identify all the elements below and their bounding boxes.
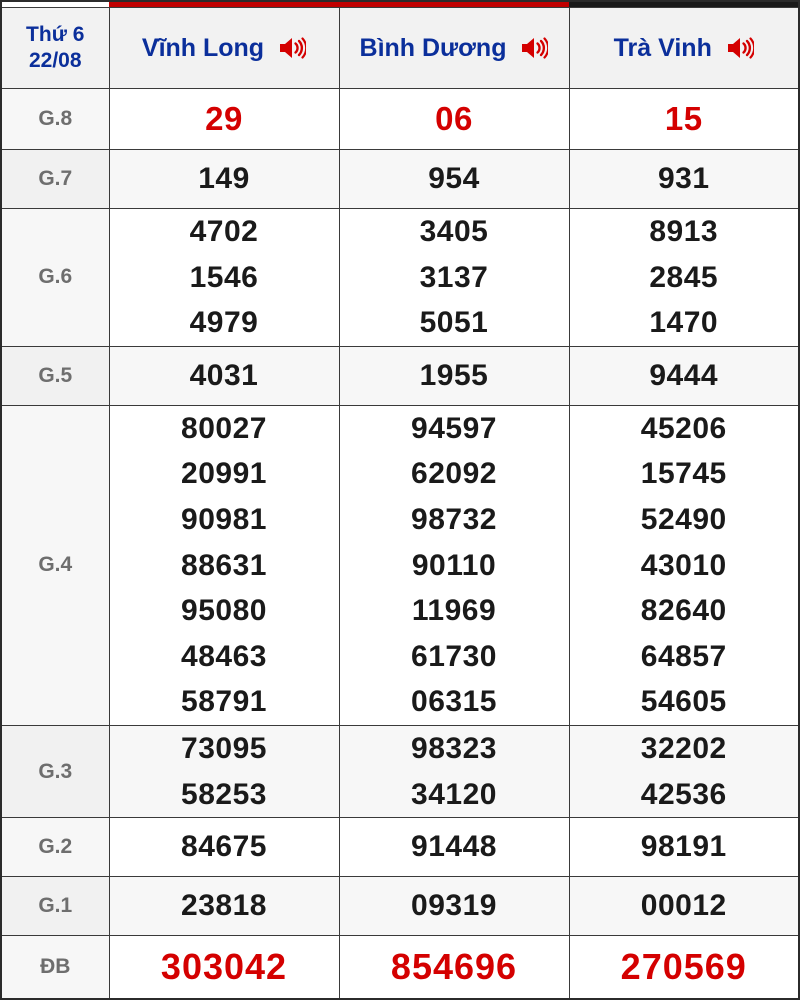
number: 854696	[390, 945, 518, 987]
province-header-1[interactable]	[109, 8, 339, 89]
prize-numbers	[109, 877, 339, 936]
number: 3405	[419, 215, 489, 248]
prize-numbers	[109, 818, 339, 877]
table-row	[1, 818, 799, 877]
number: 3137	[419, 260, 489, 294]
prize-numbers	[339, 818, 569, 877]
number: 00012	[640, 889, 727, 923]
table-row	[1, 725, 799, 817]
prize-label: G.1	[1, 877, 109, 936]
number: 58791	[181, 685, 267, 719]
number: 149	[198, 162, 250, 196]
table-row	[1, 150, 799, 209]
number: 52490	[640, 502, 727, 536]
prize-numbers	[569, 209, 799, 347]
speaker-icon[interactable]	[726, 35, 754, 61]
number: 98191	[640, 830, 727, 864]
speaker-icon[interactable]	[278, 35, 306, 61]
number: 43010	[640, 548, 727, 582]
number: 303042	[160, 945, 288, 987]
table-header	[1, 1, 799, 89]
table-row	[1, 89, 799, 150]
number: 98323	[411, 731, 497, 765]
speaker-icon[interactable]	[520, 35, 548, 61]
number: 84675	[181, 830, 267, 864]
number: 954	[428, 162, 480, 196]
date-daymonth: 22/08	[28, 49, 82, 72]
prize-numbers	[569, 346, 799, 405]
prize-numbers	[569, 405, 799, 725]
header-row	[1, 8, 799, 89]
number: 1470	[649, 306, 719, 340]
prize-numbers	[109, 209, 339, 347]
table-row	[1, 346, 799, 405]
prize-label: G.4	[1, 405, 109, 725]
prize-label: G.7	[1, 150, 109, 209]
number: 73095	[181, 731, 267, 765]
number: 82640	[640, 594, 727, 628]
province-header-3[interactable]	[569, 8, 799, 89]
prize-label: G.3	[1, 725, 109, 817]
number: 5051	[419, 306, 489, 340]
number: 4979	[189, 306, 259, 340]
number: 95080	[181, 594, 267, 628]
number: 98732	[411, 502, 497, 536]
table-row	[1, 209, 799, 347]
number: 61730	[411, 639, 497, 673]
table-row	[1, 936, 799, 1000]
number: 15	[664, 99, 703, 137]
date-header	[1, 8, 109, 89]
prize-numbers	[109, 936, 339, 1000]
prize-numbers	[109, 150, 339, 209]
prize-numbers	[339, 150, 569, 209]
number: 42536	[640, 777, 727, 811]
number: 32202	[640, 731, 727, 765]
number: 34120	[411, 777, 497, 811]
prize-numbers	[109, 405, 339, 725]
prize-numbers	[109, 89, 339, 150]
number: 58253	[181, 777, 267, 811]
prize-label: G.5	[1, 346, 109, 405]
number: 15745	[640, 457, 727, 491]
prize-numbers	[569, 818, 799, 877]
date-weekday: Thứ 6	[26, 22, 85, 46]
number: 06	[435, 99, 473, 137]
province-name-3: Trà Vinh	[613, 33, 712, 62]
number: 23818	[181, 889, 267, 923]
prize-numbers	[569, 89, 799, 150]
number: 1546	[189, 260, 259, 294]
prize-numbers	[339, 405, 569, 725]
number: 90981	[181, 502, 267, 536]
number: 931	[657, 162, 710, 196]
number: 80027	[181, 411, 267, 445]
number: 54605	[640, 685, 727, 719]
number: 29	[205, 99, 243, 137]
number: 91448	[411, 830, 497, 864]
number: 4031	[189, 358, 259, 392]
prize-label: G.6	[1, 209, 109, 347]
prize-numbers	[339, 877, 569, 936]
number: 270569	[620, 945, 747, 987]
prize-numbers	[339, 346, 569, 405]
number: 94597	[411, 411, 497, 445]
table-row	[1, 877, 799, 936]
number: 11969	[411, 594, 497, 628]
number: 62092	[411, 457, 497, 491]
number: 4702	[189, 215, 259, 248]
prize-numbers	[339, 89, 569, 150]
number: 2845	[649, 260, 719, 294]
prize-numbers	[109, 346, 339, 405]
prize-numbers	[569, 936, 799, 1000]
number: 1955	[419, 358, 489, 392]
number: 64857	[640, 639, 727, 673]
number: 88631	[181, 548, 267, 582]
province-name-2: Bình Dương	[359, 33, 507, 62]
number: 20991	[181, 457, 267, 491]
prize-numbers	[569, 150, 799, 209]
province-name-1: Vĩnh Long	[141, 33, 265, 62]
number: 48463	[181, 639, 267, 673]
number: 90110	[411, 548, 497, 582]
table-row	[1, 405, 799, 725]
prize-label: ĐB	[1, 936, 109, 1000]
prize-numbers	[569, 725, 799, 817]
prize-numbers	[339, 936, 569, 1000]
prize-label: G.2	[1, 818, 109, 877]
table-body	[1, 89, 799, 1000]
prize-numbers	[339, 209, 569, 347]
prize-label: G.8	[1, 89, 109, 150]
prize-numbers	[569, 877, 799, 936]
number: 8913	[649, 215, 719, 248]
prize-numbers	[109, 725, 339, 817]
prize-numbers	[339, 725, 569, 817]
number: 45206	[640, 411, 727, 445]
number: 9444	[649, 358, 719, 392]
number: 06315	[411, 685, 497, 719]
province-header-2[interactable]	[339, 8, 569, 89]
number: 09319	[411, 889, 497, 923]
